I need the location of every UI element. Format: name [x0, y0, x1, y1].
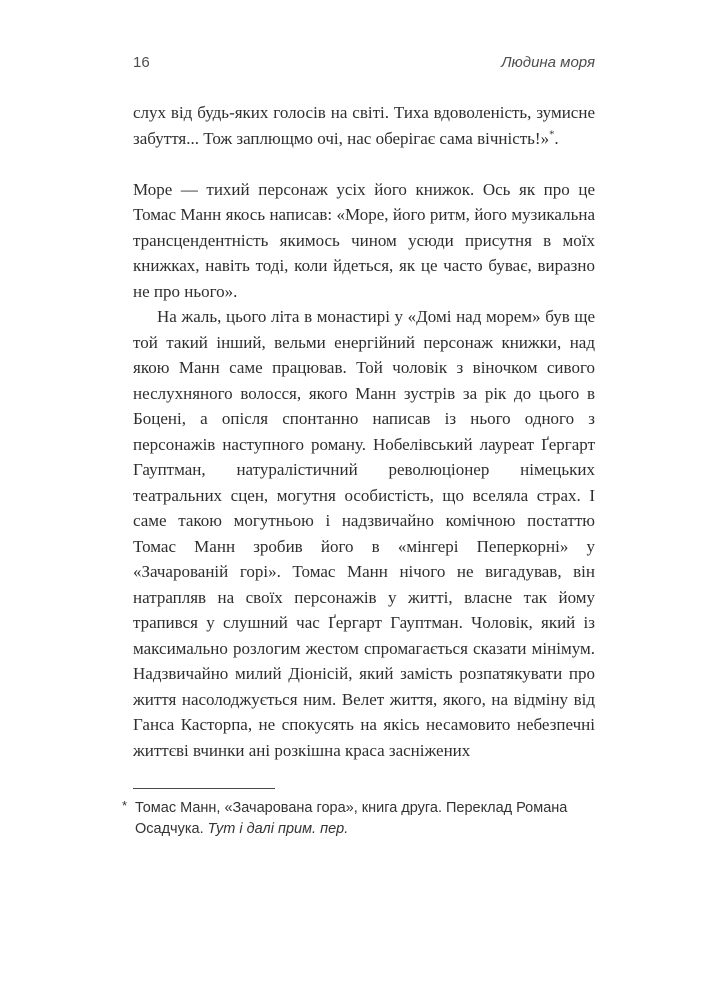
footnote-marker: *: [122, 798, 128, 813]
footnote-ref: *: [549, 128, 555, 140]
body-text: [133, 100, 595, 763]
footnote-separator: [133, 788, 275, 789]
footnote-note-italic: Тут і далі прим. пер.: [207, 821, 349, 837]
footnote: [122, 788, 595, 840]
paragraph: слух від будь-яких голосів на світі. Тиха вдоволеність, зумисне забуття... Тож заплющмо очі, нас оберігає сама вічність!»*.: [133, 103, 595, 148]
running-title: Людина моря: [501, 54, 595, 71]
footnote-text: Томас Манн, «Зачарована гора», книга друга. Переклад Романа Осадчука.: [135, 800, 568, 837]
page-number: 16: [133, 54, 150, 71]
paragraph: Море — тихий персонаж усіх його книжок. Ось як про це Томас Манн якось написав: «Море, його ритм, його музикальна трансцендентність якимось чином усюди присутня в моїх книжках, навіть тоді, коли йдеться, як це часто буває, виразно не про нього».: [133, 179, 595, 301]
running-header: [133, 54, 595, 72]
paragraph: На жаль, цього літа в монастирі у «Домі над морем» був ще той такий інший, вельми енергійний персонаж книжки, над якою Манн саме працював. Той чоловік з віночком сивого неслухняного волосся, якого Манн зустрів за рік до цього в Боцені, а опісля спонтанно написав із нього одного з персонажів наступного роману. Нобелівський лауреат Ґергарт Гауптман, натуралістичний революціонер німецьких театральних сцен, могутня особистість, що вселяла страх. І саме такою могутньою і надзвичайно комічною постаттю Томас Манн зробив його в «мінгері Пеперкорні» у «Зачарованій горі». Томас Манн нічого не вигадував, він натрапляв на своїх персонажів у житті, власне так йому трапився у слушний час Ґергарт Гауптман. Чоловік, який із максимально розлогим жестом спромагається сказати мінімум. Надзвичайно милий Діонісій, який замість розпатякувати про життя насолоджується ним. Велет життя, якого, на відміну від Ганса Касторпа, не спокусять на якісь несамовито небезпечні життєві вчинки ані розкішна краса засніжених: [133, 307, 595, 760]
footnote-body: [122, 798, 595, 840]
